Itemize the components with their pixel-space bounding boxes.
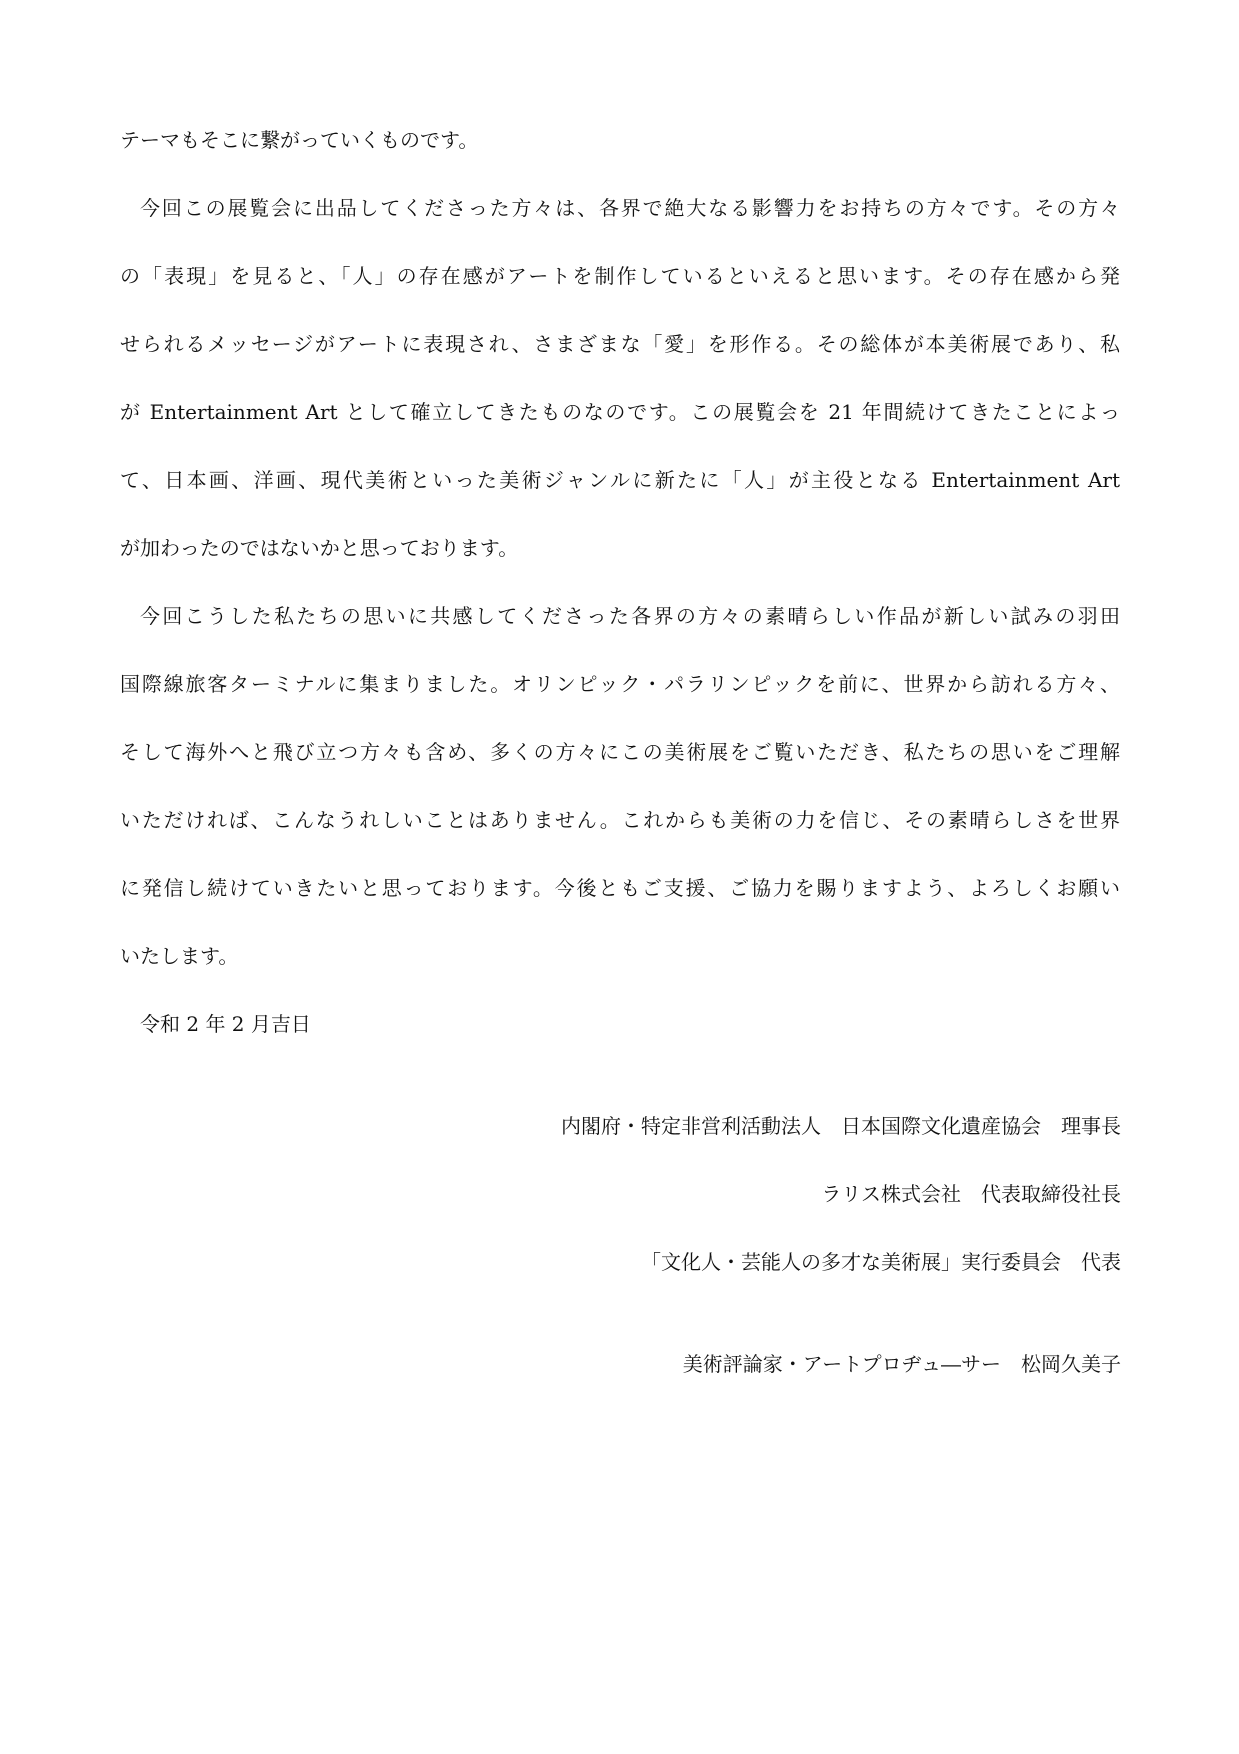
body-text-line: いたします。 bbox=[120, 944, 239, 968]
signature-committee-line: 「文化人・芸能人の多才な美術展」実行委員会 代表 bbox=[641, 1250, 1121, 1274]
signature-organization-line: 内閣府・特定非営利活動法人 日本国際文化遺産協会 理事長 bbox=[561, 1114, 1121, 1138]
body-text-line: て、日本画、洋画、現代美術といった美術ジャンルに新たに「人」が主役となる Entertainment Art bbox=[120, 468, 1120, 492]
body-text-line: に発信し続けていきたいと思っております。今後ともご支援、ご協力を賜りますよう、よろしくお願い bbox=[120, 876, 1120, 900]
body-text-line: の「表現」を見ると、「人」の存在感がアートを制作しているといえると思います。その存在感から発 bbox=[120, 264, 1120, 288]
body-text-line: そして海外へと飛び立つ方々も含め、多くの方々にこの美術展をご覧いただき、私たちの思いをご理解 bbox=[120, 740, 1120, 764]
signature-author-line: 美術評論家・アートプロヂュ―サー 松岡久美子 bbox=[682, 1352, 1121, 1376]
signature-company-line: ラリス株式会社 代表取締役社長 bbox=[821, 1182, 1121, 1206]
body-text-line: いただければ、こんなうれしいことはありません。これからも美術の力を信じ、その素晴らしさを世界 bbox=[120, 808, 1120, 832]
body-text-line: が Entertainment Art として確立してきたものなのです。この展覧会を 21 年間続けてきたことによっ bbox=[120, 400, 1120, 424]
body-text-line: テーマもそこに繋がっていくものです。 bbox=[120, 128, 479, 152]
body-text-line: が加わったのではないかと思っております。 bbox=[120, 536, 519, 560]
body-text-line: 今回この展覧会に出品してくださった方々は、各界で絶大なる影響力をお持ちの方々です。その方々 bbox=[140, 196, 1120, 220]
body-text-line: 今回こうした私たちの思いに共感してくださった各界の方々の素晴らしい作品が新しい試みの羽田 bbox=[140, 604, 1120, 628]
body-text-line: せられるメッセージがアートに表現され、さまざまな「愛」を形作る。その総体が本美術展であり、私 bbox=[120, 332, 1120, 356]
body-text-line: 国際線旅客ターミナルに集まりました。オリンピック・パラリンピックを前に、世界から訪れる方々、 bbox=[120, 672, 1120, 696]
date-line: 令和 2 年 2 月吉日 bbox=[140, 1012, 311, 1036]
